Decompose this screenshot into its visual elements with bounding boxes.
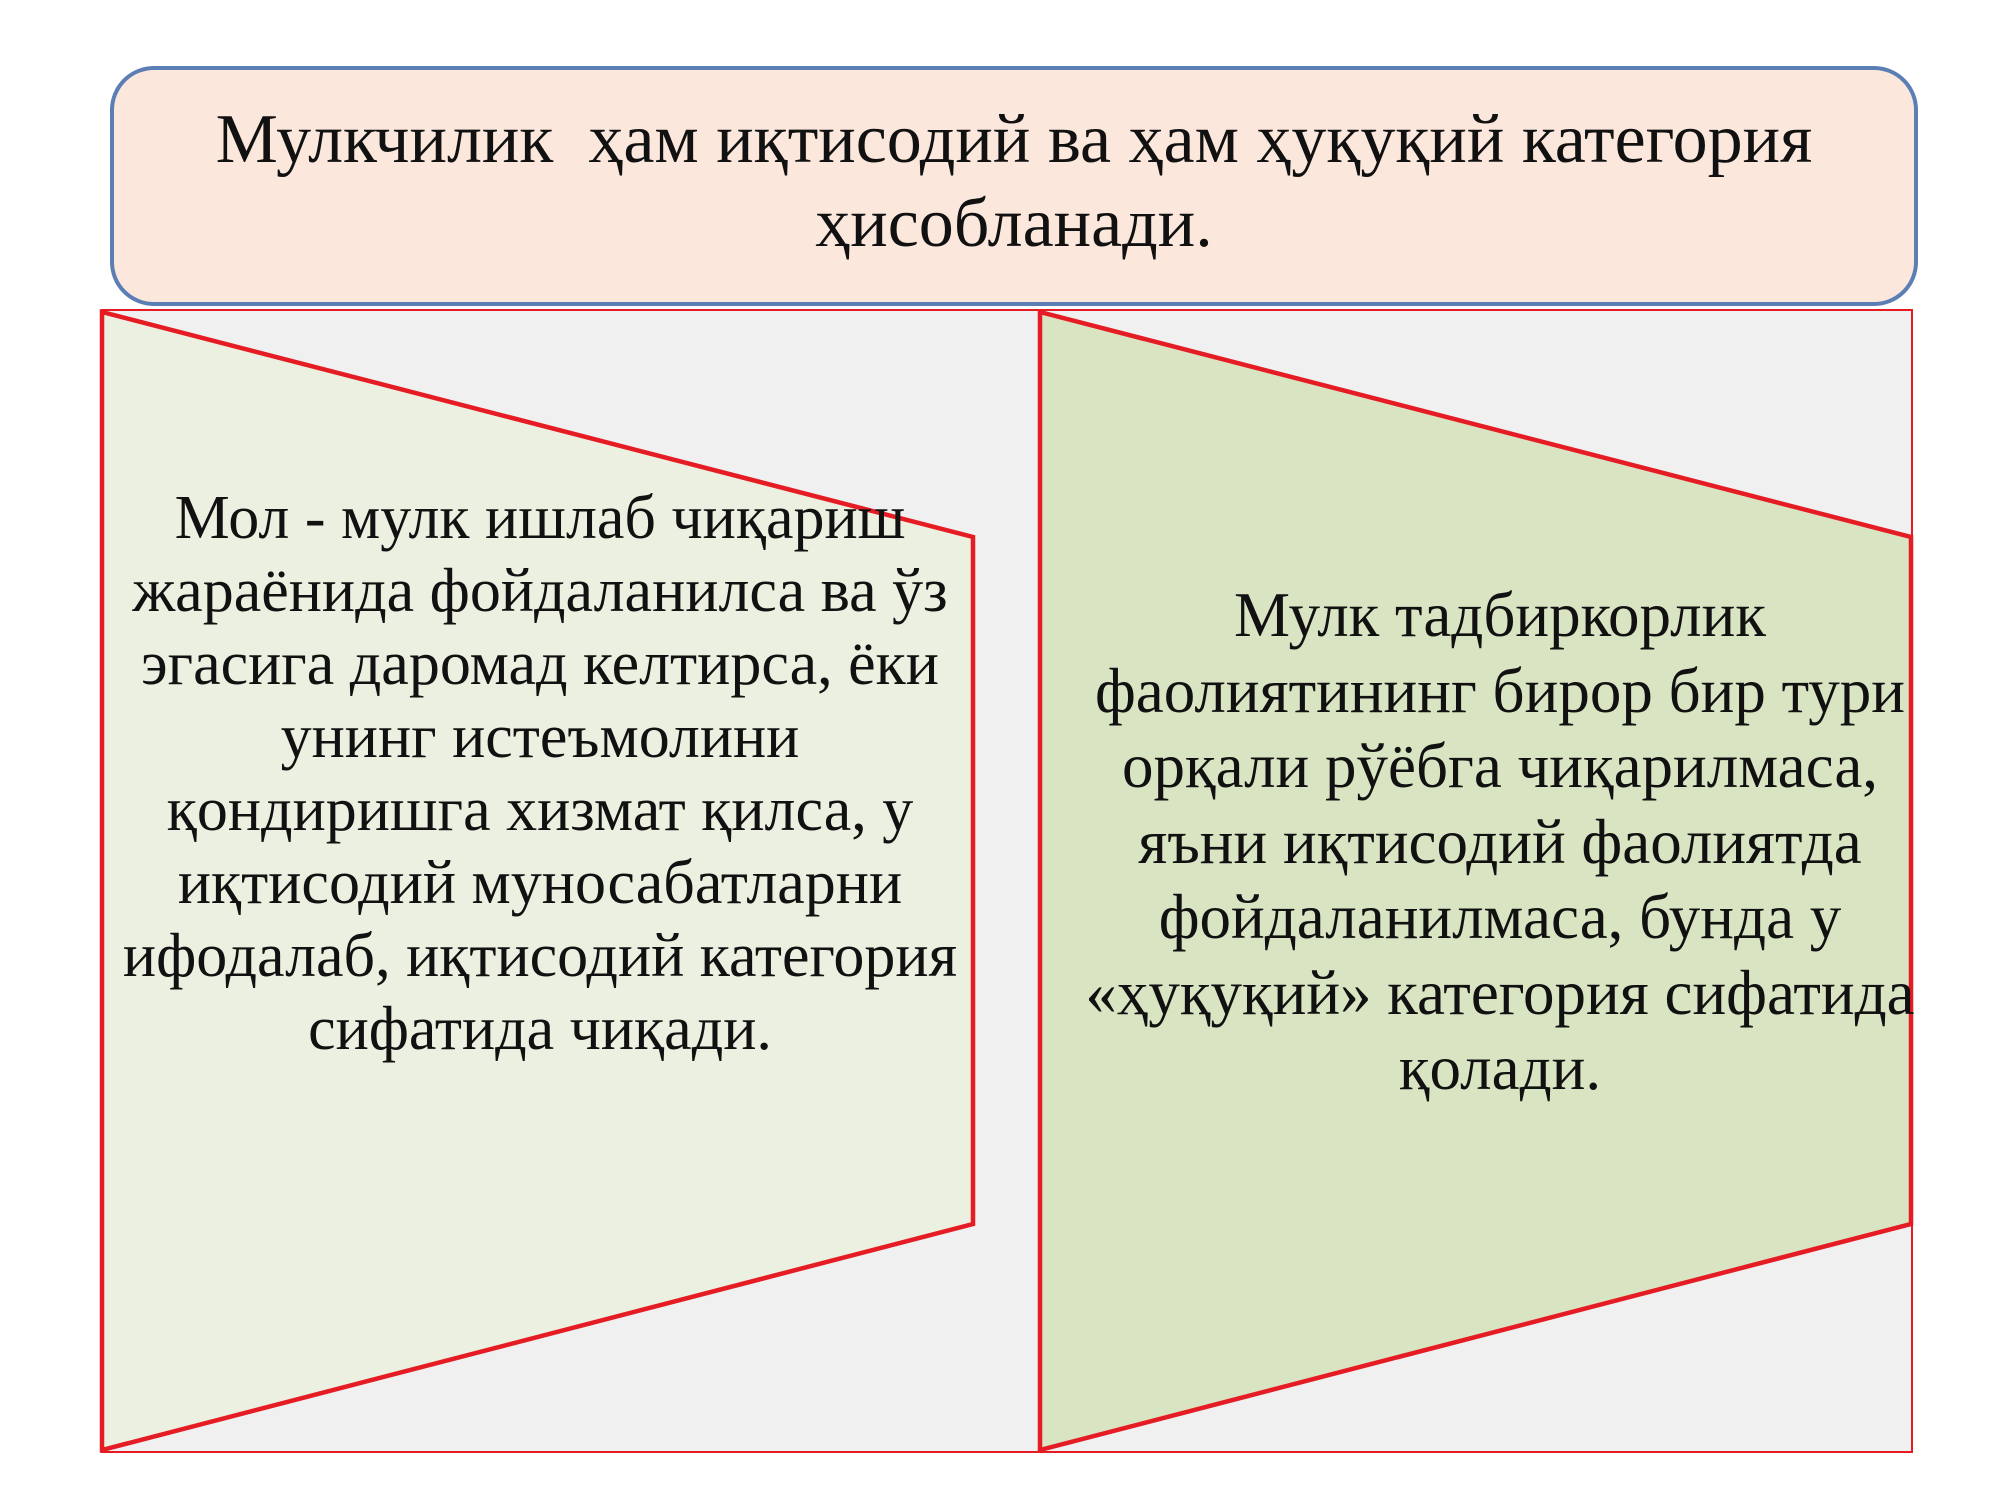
title-text: Мулкчилик ҳам иқтисодий ва ҳам ҳуқуқий категория ҳисобланади. — [215, 101, 1830, 262]
right-panel-text: Мулк тадбиркорлик фаолиятининг бирор бир тури орқали рўёбга чиқарилмаса, яъни иқтисодий фаолиятда фойдаланилмаса, бунда у «ҳуқуқий» категория сифатида қолади. — [1085, 580, 1915, 1103]
title-box — [110, 66, 1918, 306]
left-panel-text: Мол - мулк ишлаб чиқариш жараёнида фойдаланилса ва ўз эгасига даромад келтирса, ёки унинг истеъмолини қондиришга хизмат қилса, у иқтисодий муносабатларни ифодалаб, иқтисодий категория сифатида чиқади. — [122, 484, 958, 1063]
